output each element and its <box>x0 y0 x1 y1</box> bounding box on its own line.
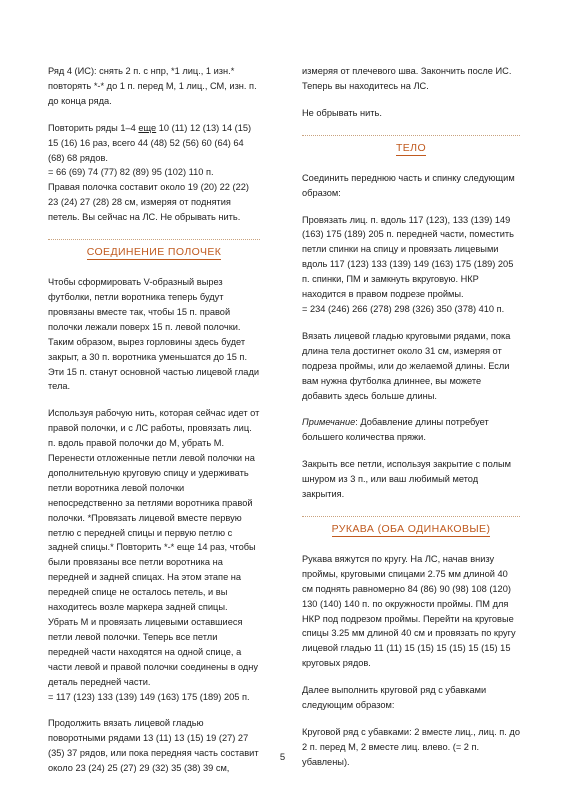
row4-paragraph: Ряд 4 (ИС): снять 2 п. с нпр, *1 лиц., 1 изн.* повторять *-* до 1 п. перед М, 1 лиц., СМ, изн. п. до конца ряда. <box>48 66 257 106</box>
bind-off-paragraph: Закрыть все петли, используя закрытие с полым шнуром из 3 п., или ваш любимый метод закрытия. <box>302 459 512 500</box>
section-heading-body <box>302 135 520 159</box>
repeat-rows-underlined: еще <box>138 122 157 133</box>
join-total: = 117 (123) 133 (139) 149 (163) 175 (189) 205 п. <box>48 691 250 702</box>
measure-paragraph: измеряя от плечевого шва. Закончить после ИС. Теперь вы находитесь на ЛС. <box>302 66 512 91</box>
section-heading-joining <box>48 239 260 263</box>
join-intro-paragraph: Чтобы сформировать V-образный вырез футболки, петли воротника теперь будут провязаны вместе так, чтобы 15 п. правой полочки лежали поверх 15 п. левой полочки. Таким образом, вырез горловины здесь будет закрыт, а 30 п. воротника уменьшатся до 15 п. Эти 15 п. станут основной частью лицевой глади тела. <box>48 277 260 392</box>
section-heading-sleeves <box>302 516 520 540</box>
repeat-rows-post: 10 (11) 12 (13) 14 (15) 15 (16) 16 раз, всего 44 (48) 52 (56) 60 (64) 64 (68) 68 рядов. <box>48 122 252 163</box>
sleeves-intro-paragraph: Рукава вяжутся по кругу. На ЛС, начав внизу проймы, круговыми спицами 2.75 мм длиной 40 см поднять равномерно 84 (86) 90 (98) 108 (120) 130 (140) 140 п. по окружности проймы. ПМ для НКР под подрезом проймы. Перейти на круговые спицы 3.25 мм длиной 40 см и провязать по кругу лицевой гладью 11 (11) 15 (15) 15 (15) 15 (15) 15 круговых рядов. <box>302 553 516 669</box>
body-length-paragraph: Вязать лицевой гладью круговыми рядами, пока длина тела достигнет около 31 см, измеряя от подреза проймы, или до желаемой длины. Если вам нужна футболка длиннее, вы можете добавить здесь больше длины. <box>302 330 511 401</box>
section-title-body: ТЕЛО <box>395 141 427 154</box>
join-body-paragraph <box>48 406 260 704</box>
section-title-joining: СОЕДИНЕНИЕ ПОЛОЧЕК <box>86 246 222 259</box>
continue-paragraph: Продолжить вязать лицевой гладью поворотными рядами 13 (11) 13 (15) 19 (27) 27 (35) 37 рядов, или пока передняя часть составит около 23 (24) 25 (27) 29 (32) 35 (38) 39 см, <box>48 718 259 774</box>
join-body-text: Используя рабочую нить, которая сейчас идет от правой полочки, и с ЛС работы, провязать лиц. п. вдоль правой полочки до М, убрать М. Перенести отложенные петли левой полочки на дополнительную круговую спицу и удерживать петли воротника левой полочки непосредственно за петлями воротника правой полочки. *Провязать лицевой вместе первую петлю с передней спицы и первую петлю с задней спицы.* Повторить *-* еще 14 раз, чтобы были провязаны все петли воротника на передней и задней спицах. На этом этапе на передней спице не осталось петель, и вы находитесь возле маркера задней спицы. Убрать М и провязать лицевыми оставшиеся петли левой полочки. Теперь все петли передней части находятся на одной спице, а части левой и правой полочки соединены в одну деталь передней части. <box>48 408 260 687</box>
page-number: 5 <box>279 752 286 763</box>
right-column <box>302 64 520 782</box>
no-cut-paragraph: Не обрывать нить. <box>302 107 382 118</box>
repeat-rows-paragraph <box>48 121 260 225</box>
body-intro-paragraph: Соединить переднюю часть и спинку следующим образом: <box>302 172 515 198</box>
body-join-text: Провязать лиц. п. вдоль 117 (123), 133 (139) 149 (163) 175 (189) 205 п. передней части, поместить петли спинки на спицу и провязать лицевыми вдоль 117 (123) 133 (139) 149 (163) 175 (189) 205 п. спинки, ПМ и замкнуть вкруговую. НКР находится в правом подрезе проймы. <box>302 214 514 300</box>
repeat-rows-total: = 66 (69) 74 (77) 82 (89) 95 (102) 110 п. <box>48 167 214 178</box>
right-front-measure: Правая полочка составит около 19 (20) 22 (22) 23 (24) 27 (28) 28 см, измеряя от поднятия петель. Вы сейчас на ЛС. Не обрывать нить. <box>48 182 249 223</box>
body-join-paragraph <box>302 213 520 317</box>
left-column <box>48 64 260 788</box>
sleeves-next-paragraph: Далее выполнить круговой ряд с убавками следующим образом: <box>302 685 487 711</box>
note-paragraph <box>302 415 520 445</box>
decrease-row-paragraph: Круговой ряд с убавками: 2 вместе лиц., лиц. п. до 2 п. перед М, 2 вместе лиц. влево. (= 2 п. убавлены). <box>302 727 520 767</box>
note-label: Примечание <box>302 417 356 428</box>
section-title-sleeves: РУКАВА (ОБА ОДИНАКОВЫЕ) <box>331 522 491 535</box>
note-text: : Добавление длины потребует большего количества пряжи. <box>302 417 489 443</box>
body-total: = 234 (246) 266 (278) 298 (326) 350 (378) 410 п. <box>302 303 505 314</box>
repeat-rows-pre: Повторить ряды 1–4 <box>48 122 139 133</box>
